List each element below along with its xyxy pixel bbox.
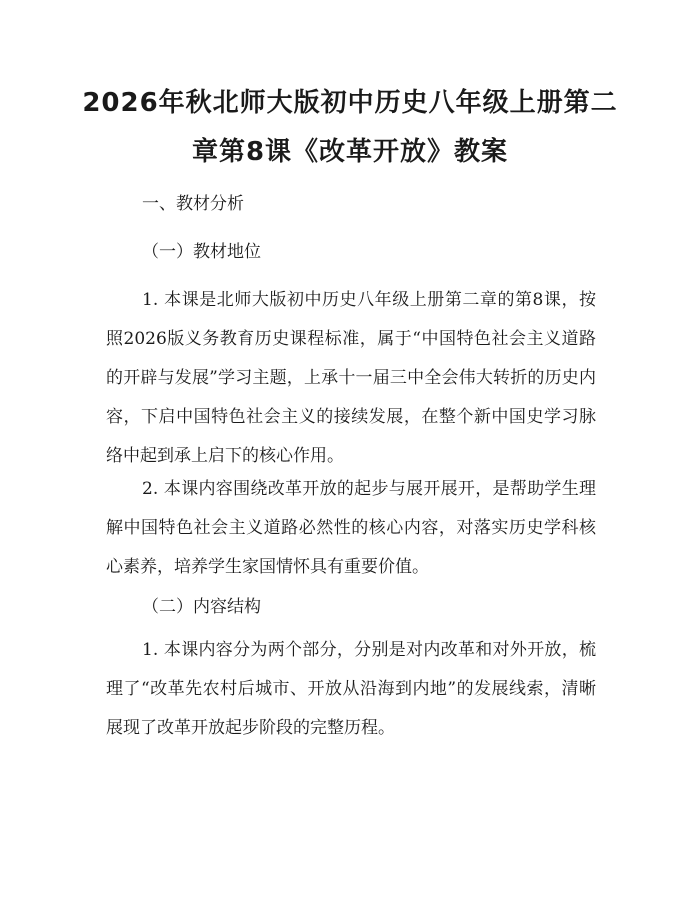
paragraph-content-structure-1: 1. 本课内容分为两个部分，分别是对内改革和对外开放，梳理了“改革先农村后城市、开放从沿海到内地”的发展线索，清晰展现了改革开放起步阶段的完整历程。	[106, 640, 596, 738]
subsection-heading-textbook-position: （一）教材地位	[142, 242, 261, 262]
document-title-line-1: 2026年秋北师大版初中历史八年级上册第二	[82, 88, 618, 118]
section-heading-textbook-analysis: 一、教材分析	[142, 194, 244, 214]
document-title-line-2: 章第8课《改革开放》教案	[191, 137, 509, 167]
paragraph-textbook-position-2: 2. 本课内容围绕改革开放的起步与展开展开，是帮助学生理解中国特色社会主义道路必然性的核心内容，对落实历史学科核心素养，培养学生家国情怀具有重要价值。	[106, 479, 596, 577]
paragraph-textbook-position-1: 1. 本课是北师大版初中历史八年级上册第二章的第8课，按照2026版义务教育历史课程标准，属于“中国特色社会主义道路的开辟与发展”学习主题，上承十一届三中全会伟大转折的历史内容，下启中国特色社会主义的接续发展，在整个新中国史学习脉络中起到承上启下的核心作用。	[106, 290, 596, 466]
subsection-heading-content-structure: （二）内容结构	[142, 597, 261, 617]
